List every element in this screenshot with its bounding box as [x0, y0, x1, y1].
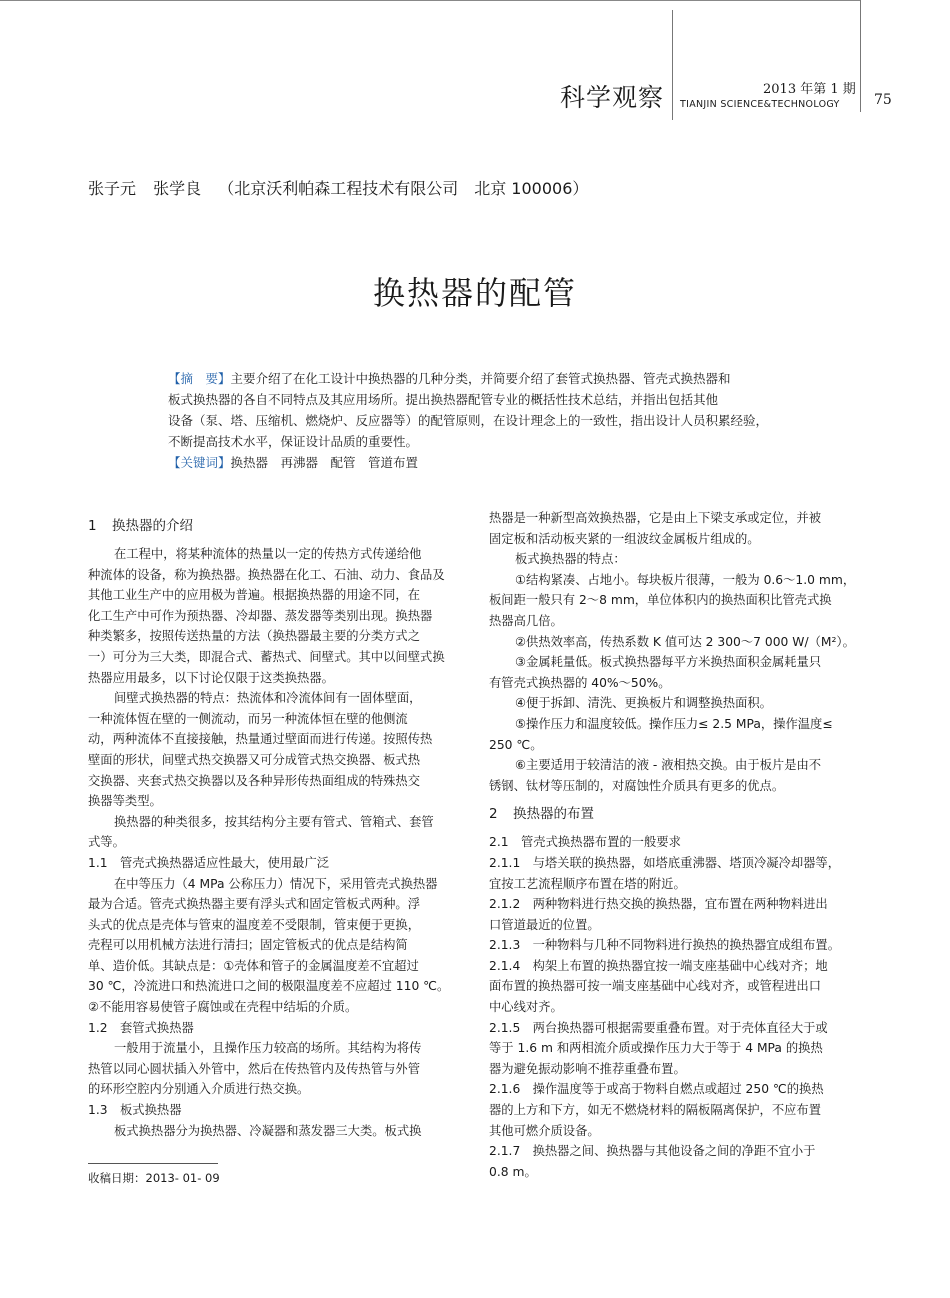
text-line: 2.1.5 两台换热器可根据需要重叠布置。对于壳体直径大于或 — [489, 1020, 828, 1035]
text-line: 固定板和活动板夹紧的一组波纹金属板片组成的。 — [489, 531, 760, 546]
text-line: 250 ℃。 — [489, 737, 543, 752]
text-line: 动，两种流体不直接接触，热量通过壁面而进行传递。按照传热 — [88, 732, 433, 747]
text-line: 单、造价低。其缺点是：①壳体和管子的金属温度差不宜超过 — [88, 958, 419, 973]
left-column — [88, 508, 463, 1141]
text-line: 在中等压力（4 MPa 公称压力）情况下，采用管壳式换热器 — [114, 876, 438, 891]
journal-title-en: TIANJIN SCIENCE&TECHNOLOGY — [680, 99, 840, 110]
text-line: 2.1.2 两种物料进行热交换的换热器，宜布置在两种物料进出 — [489, 897, 828, 912]
text-line: 30 ℃，冷流进口和热流进口之间的极限温度差不应超过 110 ℃。 — [88, 979, 450, 994]
author-name: 张子元 — [88, 179, 137, 198]
subsection-number: 1.3 — [88, 1103, 108, 1118]
section-title: 换热器的介绍 — [112, 518, 193, 534]
text-line: 2.1.1 与塔关联的换热器，如塔底重沸器、塔顶冷凝冷却器等， — [489, 855, 841, 870]
text-line: 0.8 m。 — [489, 1164, 537, 1179]
text-line: 换器等类型。 — [88, 794, 162, 809]
text-line: 一般用于流量小，且操作压力较高的场所。其结构为将传 — [114, 1041, 422, 1056]
article-title: 换热器的配管 — [372, 274, 577, 312]
text-line: ④便于拆卸、清洗、更换板片和调整换热面积。 — [515, 696, 772, 711]
text-line: 2.1.4 构架上布置的换热器宜按一端支座基础中心线对齐；地 — [489, 958, 828, 973]
subsection-number: 1.1 — [88, 855, 108, 870]
journal-title-cn: 科学观察 — [560, 83, 665, 112]
text-line: 间壁式换热器的特点：热流体和冷流体间有一固体壁面， — [114, 691, 422, 706]
text-line: 器的上方和下方，如无不燃烧材料的隔板隔离保护，不应布置 — [489, 1103, 822, 1118]
abstract-line: 不断提高技术水平，保证设计品质的重要性。 — [168, 434, 419, 449]
author-line — [88, 176, 600, 199]
text-line: 宜按工艺流程顺序布置在塔的附近。 — [489, 876, 686, 891]
text-line: 一）可分为三大类，即混合式、蓄热式、间壁式。其中以间壁式换 — [88, 649, 445, 664]
keywords-line — [168, 452, 788, 473]
text-line: 2.1.3 一种物料与几种不同物料进行换热的换热器宜成组布置。 — [489, 938, 841, 953]
text-line: 有管壳式换热器的 40%～50%。 — [489, 675, 671, 690]
subsection-heading — [88, 1100, 463, 1121]
text-line: 2.1.7 换热器之间、换热器与其他设备之间的净距不宜小于 — [489, 1144, 816, 1159]
footnote-rule — [88, 1163, 218, 1164]
section-heading — [88, 514, 463, 538]
text-line: 2.1.6 操作温度等于或高于物料自燃点或超过 250 ℃的换热 — [489, 1082, 824, 1097]
text-line: 头式的优点是壳体与管束的温度差不受限制，管束便于更换， — [88, 917, 421, 932]
text-line: 热器是一种新型高效换热器，它是由上下梁支承或定位，并被 — [489, 511, 822, 525]
text-line: 化工生产中可作为预热器、冷却器、蒸发器等类别出现。换热器 — [88, 608, 433, 623]
text-line: 种类繁多，按照传送热量的方法（换热器最主要的分类方式之 — [88, 629, 421, 644]
subsection-title: 套管式换热器 — [120, 1020, 194, 1035]
abstract-text: 主要介绍了在化工设计中换热器的几种分类，并简要介绍了套管式换热器、管壳式换热器和 — [230, 371, 731, 386]
text-line: 交换器、夹套式热交换器以及各种异形传热面组成的特殊热交 — [88, 773, 421, 788]
text-line: 其他工业生产中的应用极为普遍。根据换热器的用途不同，在 — [88, 588, 421, 603]
section-number: 2 — [489, 806, 498, 823]
abstract-line: 板式换热器的各自不同特点及其应用场所。提出换热器配管专业的概括性技术总结，并指出包括其他 — [168, 392, 719, 407]
text-line: 的环形空腔内分别通入介质进行热交换。 — [88, 1082, 310, 1097]
page-number: 75 — [874, 92, 892, 108]
text-line: 锈钢、钛材等压制的，对腐蚀性介质具有更多的优点。 — [489, 778, 785, 793]
text-line: 一种流体恆在壁的一侧流动，而另一种流体恒在壁的他侧流 — [88, 711, 408, 726]
subsection-number: 1.2 — [88, 1020, 108, 1035]
text-line: ①结构紧凑、占地小。每块板片很薄，一般为 0.6～1.0 mm， — [515, 572, 856, 587]
abstract-label: 【摘 要】 — [168, 371, 231, 386]
section-title: 换热器的布置 — [513, 806, 594, 823]
right-column — [489, 508, 864, 1182]
header-divider — [860, 0, 861, 112]
text-line: 等于 1.6 m 和两相流介质或操作压力大于等于 4 MPa 的换热 — [489, 1041, 823, 1056]
subsection-heading — [88, 853, 463, 874]
received-date: 收稿日期：2013- 01- 09 — [88, 1171, 220, 1185]
subsection-title: 板式换热器 — [120, 1103, 182, 1118]
text-line: 口管道最近的位置。 — [489, 917, 600, 932]
text-line: 板式换热器分为换热器、冷凝器和蒸发器三大类。板式换 — [114, 1123, 422, 1138]
keywords-label: 【关键词】 — [168, 455, 231, 470]
subsection-heading — [88, 1018, 463, 1039]
text-line: 面布置的换热器可按一端支座基础中心线对齐，或管程进出口 — [489, 979, 822, 994]
text-line: 热器应用最多，以下讨论仅限于这类换热器。 — [88, 670, 334, 685]
text-line: ⑥主要适用于较清洁的液 - 液相热交换。由于板片是由不 — [515, 758, 822, 773]
subsection-title: 管壳式换热器布置的一般要求 — [521, 835, 681, 850]
subsection-heading — [489, 832, 864, 853]
author-affiliation: （北京沃利帕森工程技术有限公司 北京 100006） — [218, 179, 589, 198]
header-rule — [0, 0, 860, 1]
text-line: 器为避免振动影响不推荐重叠布置。 — [489, 1061, 686, 1076]
text-line: ②不能用容易使管子腐蚀或在壳程中结垢的介质。 — [88, 1000, 358, 1015]
text-line: 最为合适。管壳式换热器主要有浮头式和固定管板式两种。浮 — [88, 897, 421, 912]
subsection-number: 2.1 — [489, 835, 509, 850]
text-line: 热管以同心圆状插入外管中，然后在传热管内及传热管与外管 — [88, 1061, 421, 1076]
section-number: 1 — [88, 518, 97, 534]
text-line: ②供热效率高，传热系数 K 值可达 2 300～7 000 W/（M²）。 — [515, 634, 855, 649]
abstract-line: 设备（泵、塔、压缩机、燃烧炉、反应器等）的配管原则，在设计理念上的一致性，指出设计人员积累经验， — [168, 413, 769, 428]
text-line: 中心线对齐。 — [489, 1000, 563, 1015]
abstract-line — [168, 368, 788, 389]
author-name: 张学良 — [153, 179, 202, 198]
text-line: 板式换热器的特点： — [515, 552, 626, 567]
text-line: 种流体的设备，称为换热器。换热器在化工、石油、动力、食品及 — [88, 567, 445, 582]
text-line: 换热器的种类很多，按其结构分主要有管式、管箱式、套管 — [114, 814, 434, 829]
header-divider — [672, 10, 673, 120]
page-header — [0, 0, 950, 125]
subsection-title: 管壳式换热器适应性最大，使用最广泛 — [120, 855, 330, 870]
text-line: 板间距一般只有 2～8 mm，单位体积内的换热面积比管壳式换 — [489, 593, 832, 608]
text-line: 式等。 — [88, 835, 125, 850]
journal-issue: 2013 年第 1 期 — [763, 82, 856, 97]
text-line: 热器高几倍。 — [489, 613, 563, 628]
text-line: 壁面的形状，间壁式热交换器又可分成管式热交换器、板式热 — [88, 752, 421, 767]
abstract-block — [168, 368, 788, 473]
text-line: 在工程中，将某种流体的热量以一定的传热方式传递给他 — [114, 547, 422, 561]
text-line: 壳程可以用机械方法进行清扫；固定管板式的优点是结构简 — [88, 938, 408, 953]
keywords-text: 换热器 再沸器 配管 管道布置 — [230, 455, 419, 470]
text-line: 其他可燃介质设备。 — [489, 1123, 600, 1138]
text-line: ⑤操作压力和温度较低。操作压力≤ 2.5 MPa，操作温度≤ — [515, 716, 833, 731]
text-line: ③金属耗量低。板式换热器每平方米换热面积金属耗量只 — [515, 655, 822, 670]
section-heading — [489, 802, 864, 826]
